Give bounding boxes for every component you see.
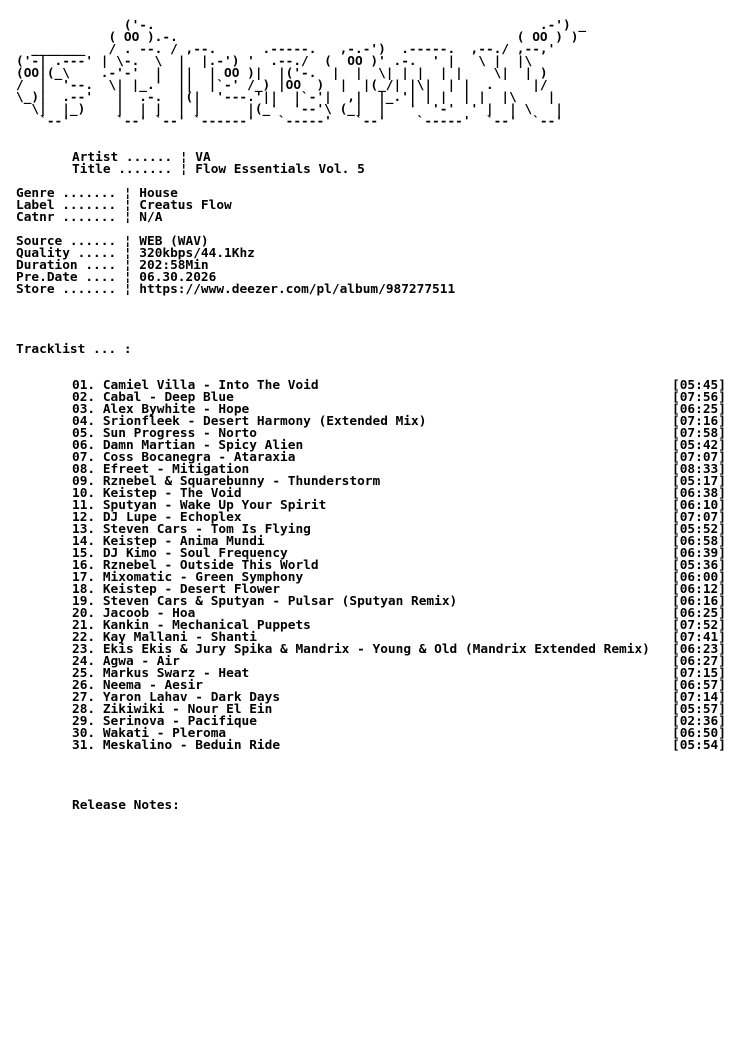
track-title: Kay Mallani - Shanti bbox=[102, 630, 257, 645]
track-row bbox=[16, 740, 732, 752]
track-duration: [06:27] bbox=[672, 654, 726, 669]
quality-value: 320kbps/44.1Khz bbox=[139, 246, 255, 261]
track-title: Wakati - Pleroma bbox=[102, 726, 227, 741]
track-title: Zikiwiki - Nour El Ein bbox=[102, 702, 273, 717]
track-duration: [06:39] bbox=[672, 546, 726, 561]
track-duration: [05:42] bbox=[672, 438, 726, 453]
tracklist bbox=[16, 380, 732, 752]
source-value: WEB (WAV) bbox=[139, 234, 209, 249]
track-duration: [05:36] bbox=[672, 558, 726, 573]
track-duration: [06:12] bbox=[672, 582, 726, 597]
artist-value: VA bbox=[195, 150, 211, 165]
track-title: Markus Swarz - Heat bbox=[102, 666, 250, 681]
track-duration: [06:50] bbox=[672, 726, 726, 741]
track-title: Ekis Ekis & Jury Spika & Mandrix - Young & Old (Mandrix Extended Remix) bbox=[102, 642, 650, 657]
ascii-art-logo: ('-. .-') _ ( OO ).-. ( OO ) ) _______ / . --. / ,--. .-----. ,-.-') .-----. ,--./ ,--,' ('-| .---' | \-. \ | |.-') ' .--./ ( OO )' .-. ' | \ | |\ (OO|(_\ .-'-' | || | OO )| |('-. | | \| | | | | \| | ) / | '--. \| |_.' || |`-' /_) |OO ) | |(_/| |\| | | . |/ \_)| .--' | .-. |(| '---.'|| |`-'| ,| |_.'| | | | | |\ | \| |_) | | | | | |(_' '--'\ (_| | ' '-' ' | | \ | `--' `--' `--' `------' `-----' `--' `-----' `--' `--' bbox=[16, 18, 587, 129]
track-number: 04. bbox=[72, 414, 96, 429]
track-title: Serinova - Pacifique bbox=[102, 714, 257, 729]
track-duration: [07:58] bbox=[672, 426, 726, 441]
track-number: 14. bbox=[72, 534, 96, 549]
track-number: 25. bbox=[72, 666, 96, 681]
track-number: 26. bbox=[72, 678, 96, 693]
track-duration: [05:57] bbox=[672, 702, 726, 717]
label-label: Label ....... ¦ bbox=[16, 198, 140, 213]
track-title: Meskalino - Beduin Ride bbox=[102, 738, 281, 753]
track-number: 15. bbox=[72, 546, 96, 561]
genre-label: Genre ....... ¦ bbox=[16, 186, 140, 201]
track-duration: [06:23] bbox=[672, 642, 726, 657]
track-number: 09. bbox=[72, 474, 96, 489]
track-number: 10. bbox=[72, 486, 96, 501]
track-duration: [06:57] bbox=[672, 678, 726, 693]
track-number: 03. bbox=[72, 402, 96, 417]
genre-value: House bbox=[139, 186, 178, 201]
track-number: 19. bbox=[72, 594, 96, 609]
quality-label: Quality ..... ¦ bbox=[16, 246, 140, 261]
track-title: Yaron Lahav - Dark Days bbox=[102, 690, 281, 705]
track-duration: [05:54] bbox=[672, 738, 726, 753]
track-number: 31. bbox=[72, 738, 96, 753]
track-number: 05. bbox=[72, 426, 96, 441]
track-title: Efreet - Mitigation bbox=[102, 462, 250, 477]
release-notes-heading: Release Notes: bbox=[72, 798, 180, 813]
track-title: Steven Cars & Sputyan - Pulsar (Sputyan Remix) bbox=[102, 594, 458, 609]
track-title: Mixomatic - Green Symphony bbox=[102, 570, 304, 585]
track-title: Cabal - Deep Blue bbox=[102, 390, 234, 405]
track-duration: [07:15] bbox=[672, 666, 726, 681]
catnr-label: Catnr ....... ¦ bbox=[16, 210, 140, 225]
track-number: 20. bbox=[72, 606, 96, 621]
track-duration: [07:07] bbox=[672, 510, 726, 525]
track-duration: [06:16] bbox=[672, 594, 726, 609]
track-number: 21. bbox=[72, 618, 96, 633]
track-duration: [08:33] bbox=[672, 462, 726, 477]
tracklist-heading: Tracklist ... : bbox=[16, 342, 132, 357]
track-number: 13. bbox=[72, 522, 96, 537]
track-number: 27. bbox=[72, 690, 96, 705]
track-number: 23. bbox=[72, 642, 96, 657]
track-number: 24. bbox=[72, 654, 96, 669]
track-title: Sputyan - Wake Up Your Spirit bbox=[102, 498, 327, 513]
track-title: Kankin - Mechanical Puppets bbox=[102, 618, 311, 633]
track-duration: [06:10] bbox=[672, 498, 726, 513]
track-title: DJ Lupe - Echoplex bbox=[102, 510, 242, 525]
track-number: 08. bbox=[72, 462, 96, 477]
track-title: Coss Bocanegra - Ataraxia bbox=[102, 450, 296, 465]
track-number: 06. bbox=[72, 438, 96, 453]
track-duration: [07:16] bbox=[672, 414, 726, 429]
track-number: 18. bbox=[72, 582, 96, 597]
predate-value: 06.30.2026 bbox=[139, 270, 217, 285]
catnr-row bbox=[16, 212, 732, 224]
track-number: 02. bbox=[72, 390, 96, 405]
track-duration: [06:25] bbox=[672, 606, 726, 621]
track-number: 07. bbox=[72, 450, 96, 465]
track-title: Alex Bywhite - Hope bbox=[102, 402, 250, 417]
track-number: 29. bbox=[72, 714, 96, 729]
track-number: 12. bbox=[72, 510, 96, 525]
track-number: 28. bbox=[72, 702, 96, 717]
track-title: Agwa - Air bbox=[102, 654, 180, 669]
spacer bbox=[16, 128, 732, 152]
track-duration: [07:41] bbox=[672, 630, 726, 645]
track-duration: [07:52] bbox=[672, 618, 726, 633]
track-number: 16. bbox=[72, 558, 96, 573]
track-duration: [05:17] bbox=[672, 474, 726, 489]
track-title: Keistep - Desert Flower bbox=[102, 582, 281, 597]
track-title: Rznebel - Outside This World bbox=[102, 558, 319, 573]
label-value: Creatus Flow bbox=[139, 198, 232, 213]
track-number: 01. bbox=[72, 378, 96, 393]
track-duration: [07:07] bbox=[672, 450, 726, 465]
duration-value: 202:58Min bbox=[139, 258, 209, 273]
track-title: Keistep - The Void bbox=[102, 486, 242, 501]
track-title: Steven Cars - Tom Is Flying bbox=[102, 522, 311, 537]
title-label: Title ....... ¦ bbox=[72, 162, 196, 177]
track-duration: [07:56] bbox=[672, 390, 726, 405]
track-title: Srionfleek - Desert Harmony (Extended Mix) bbox=[102, 414, 427, 429]
title-row bbox=[16, 164, 732, 176]
predate-label: Pre.Date .... ¦ bbox=[16, 270, 140, 285]
store-label: Store ....... ¦ bbox=[16, 282, 140, 297]
duration-label: Duration .... ¦ bbox=[16, 258, 140, 273]
track-duration: [06:38] bbox=[672, 486, 726, 501]
track-number: 22. bbox=[72, 630, 96, 645]
store-row bbox=[16, 284, 732, 296]
spacer bbox=[16, 356, 732, 380]
track-duration: [06:58] bbox=[672, 534, 726, 549]
track-duration: [02:36] bbox=[672, 714, 726, 729]
track-duration: [05:45] bbox=[672, 378, 726, 393]
track-number: 11. bbox=[72, 498, 96, 513]
spacer bbox=[16, 752, 732, 800]
track-title: Rznebel & Squarebunny - Thunderstorm bbox=[102, 474, 381, 489]
track-title: Camiel Villa - Into The Void bbox=[102, 378, 319, 393]
track-duration: [06:25] bbox=[672, 402, 726, 417]
track-number: 30. bbox=[72, 726, 96, 741]
track-title: Neema - Aesir bbox=[102, 678, 204, 693]
store-link[interactable]: https://www.deezer.com/pl/album/987277511 bbox=[139, 282, 456, 297]
nfo-document bbox=[16, 20, 732, 812]
track-title: DJ Kimo - Soul Frequency bbox=[102, 546, 288, 561]
track-title: Jacoob - Hoa bbox=[102, 606, 196, 621]
track-title: Sun Progress - Norto bbox=[102, 426, 257, 441]
track-title: Damn Martian - Spicy Alien bbox=[102, 438, 304, 453]
title-value: Flow Essentials Vol. 5 bbox=[195, 162, 365, 177]
track-title: Keistep - Anima Mundi bbox=[102, 534, 265, 549]
spacer bbox=[16, 296, 732, 344]
track-duration: [05:52] bbox=[672, 522, 726, 537]
catnr-value: N/A bbox=[139, 210, 163, 225]
track-duration: [06:00] bbox=[672, 570, 726, 585]
artist-label: Artist ...... ¦ bbox=[72, 150, 196, 165]
track-duration: [07:14] bbox=[672, 690, 726, 705]
track-number: 17. bbox=[72, 570, 96, 585]
source-label: Source ...... ¦ bbox=[16, 234, 140, 249]
